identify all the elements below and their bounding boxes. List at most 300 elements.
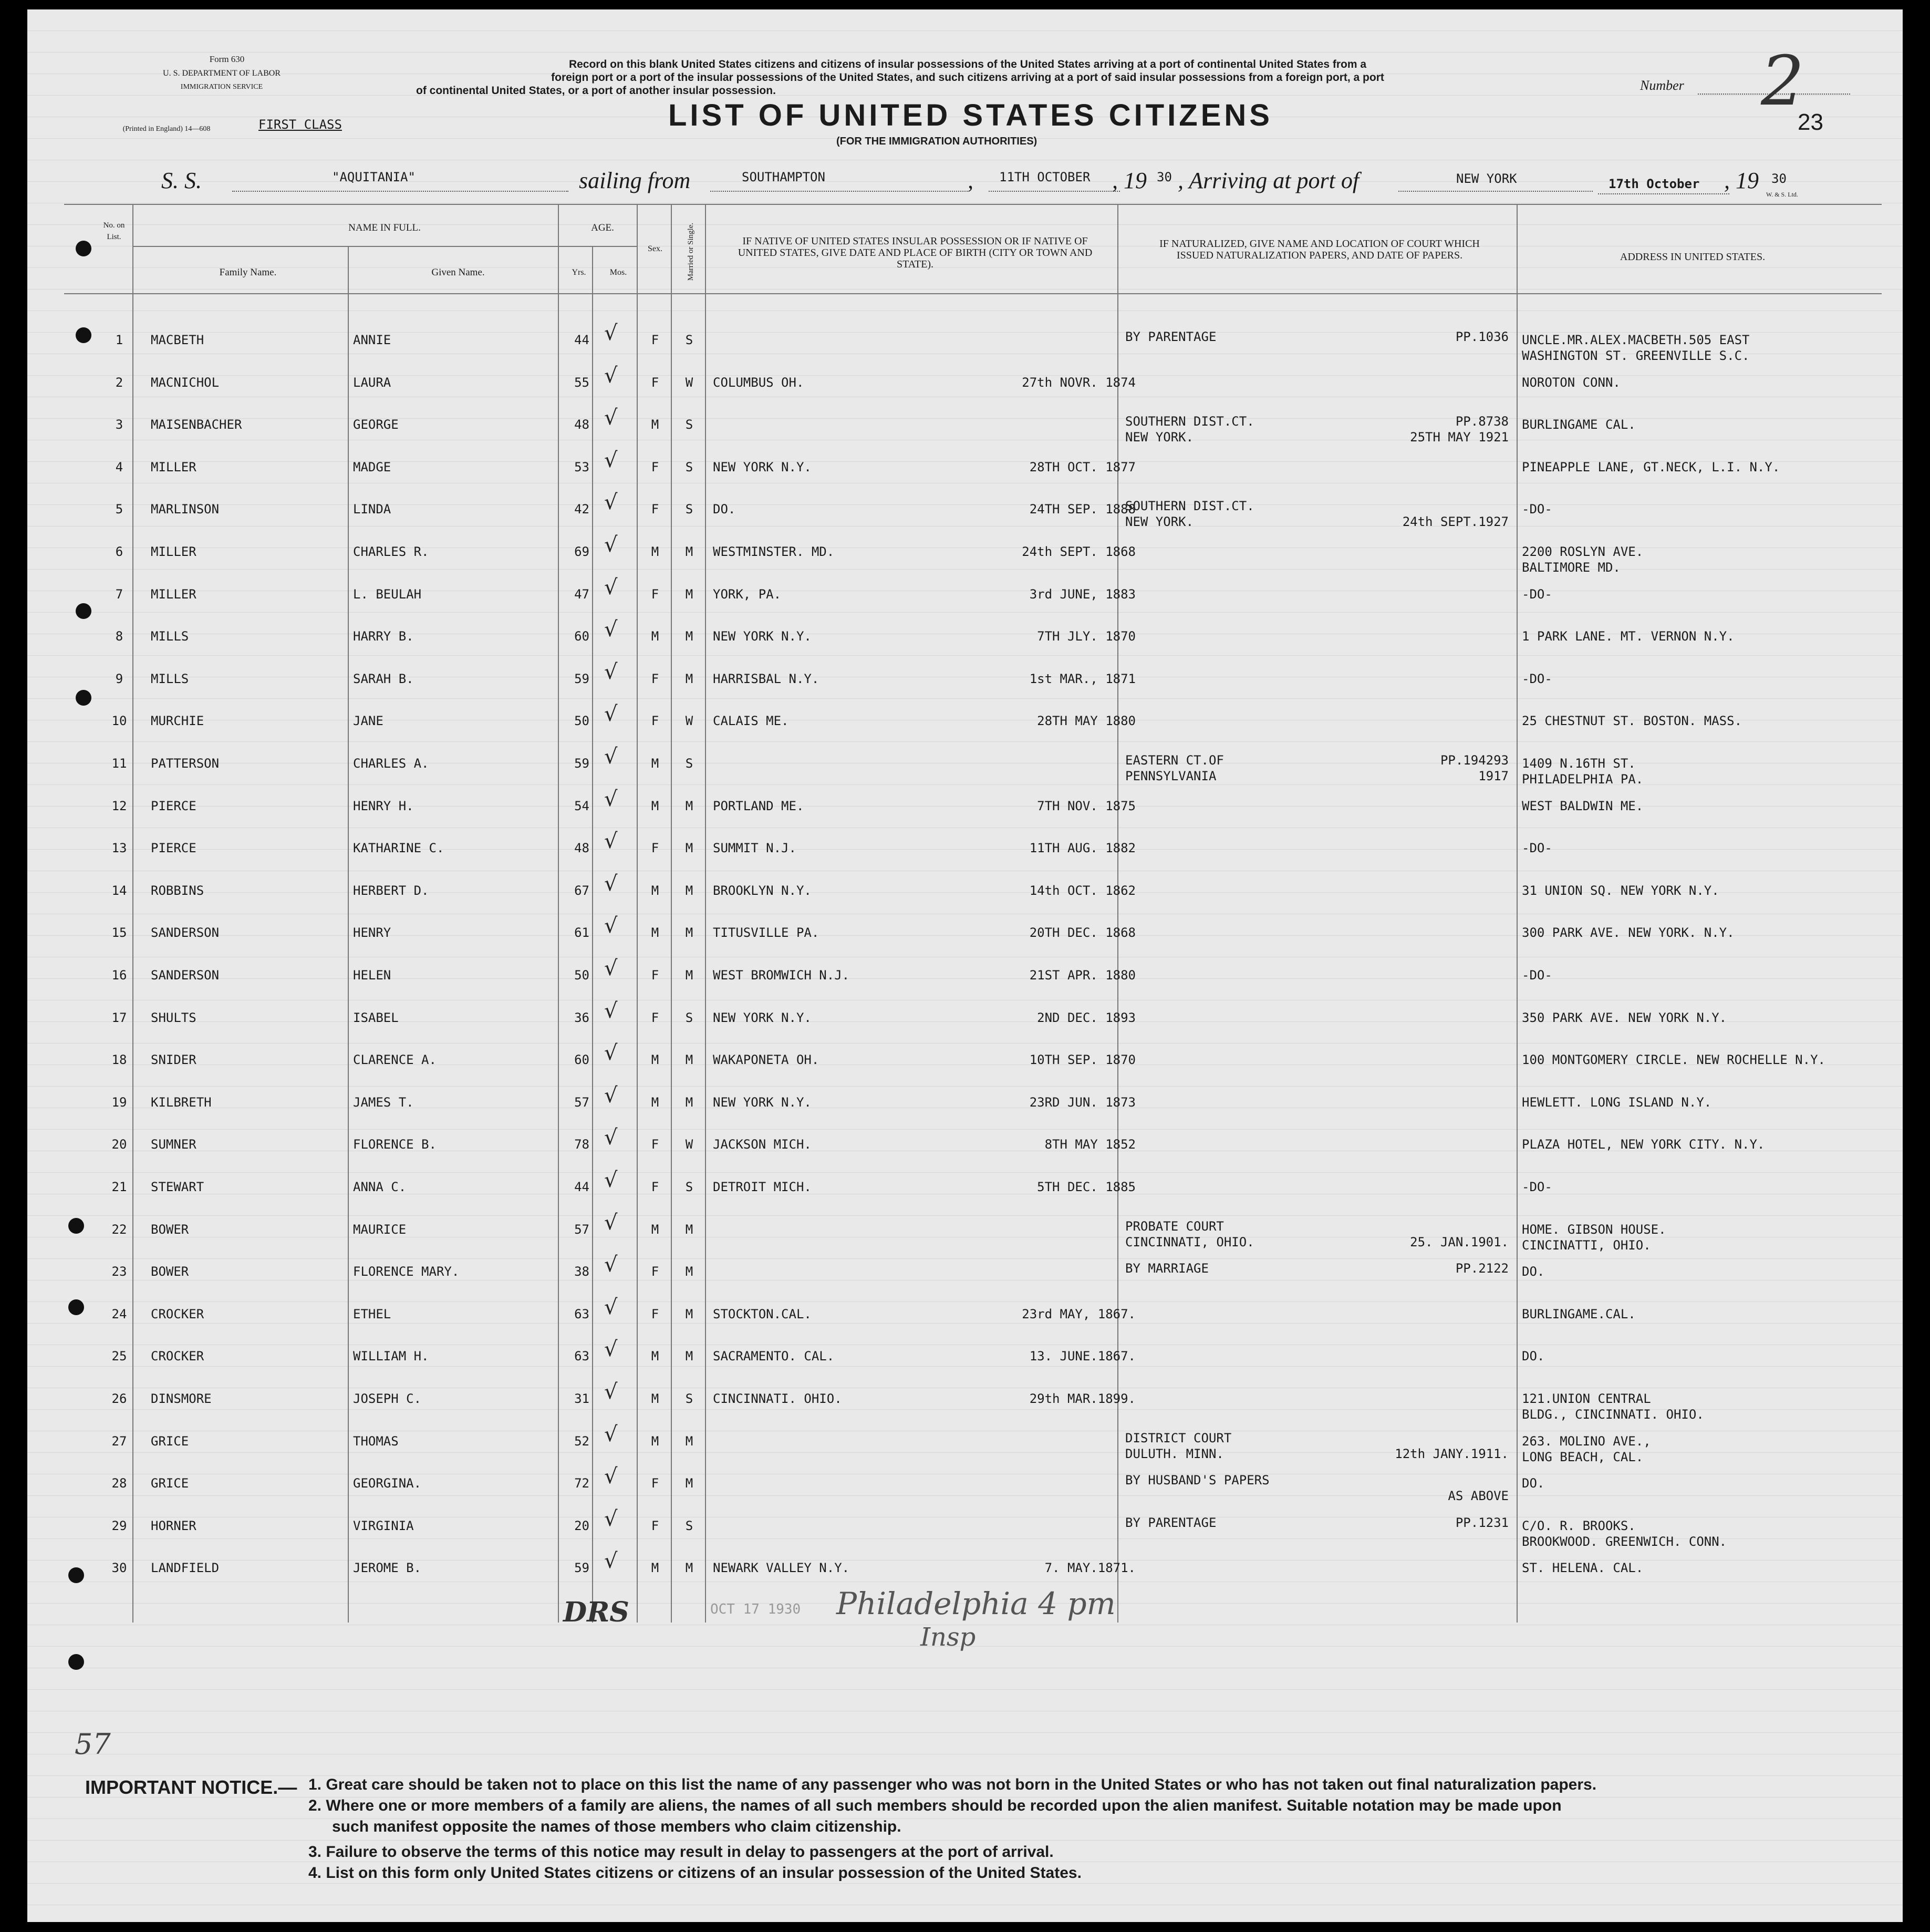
cell-marital-status: M — [685, 968, 693, 983]
checkmark-icon: √ — [604, 575, 618, 600]
checkmark-icon: √ — [604, 1210, 618, 1235]
cell-birth-date: 23rd MAY, 1867. — [1022, 1306, 1136, 1321]
cell-family-name: MILLS — [151, 629, 189, 644]
cell-birth-date: 7TH NOV. 1875 — [1037, 798, 1136, 813]
header-name-in-full: NAME IN FULL. — [348, 222, 421, 233]
cell-birth-place: PORTLAND ME. — [713, 798, 804, 813]
cell-address-line-1: NOROTON CONN. — [1522, 375, 1621, 390]
date-from: 11TH OCTOBER — [999, 170, 1091, 184]
cell-birth-date: 1st MAR., 1871 — [1029, 671, 1136, 686]
cell-birth-date: 11TH AUG. 1882 — [1029, 841, 1136, 856]
cell-no: 15 — [111, 925, 127, 941]
cell-age-years: 44 — [574, 333, 589, 347]
cell-address-line-1: 121.UNION CENTRAL — [1522, 1391, 1651, 1406]
cell-age-years: 57 — [574, 1222, 589, 1237]
cell-given-name: MAURICE — [353, 1222, 407, 1237]
cell-sex: M — [651, 629, 659, 644]
cell-given-name: LAURA — [353, 375, 391, 390]
checkmark-icon: √ — [604, 1506, 618, 1531]
cell-no: 22 — [111, 1222, 127, 1237]
cell-family-name: SANDERSON — [151, 968, 220, 983]
cell-naturalization-date: 24th SEPT.1927 — [1402, 514, 1509, 530]
table-row — [27, 1041, 1903, 1094]
cell-given-name: L. BEULAH — [353, 586, 422, 602]
cell-family-name: LANDFIELD — [151, 1561, 220, 1576]
header-mos: Mos. — [609, 268, 627, 277]
cell-family-name: MILLER — [151, 586, 196, 602]
checkmark-icon: √ — [604, 490, 618, 515]
table-row — [27, 1210, 1903, 1264]
header-married: Married or Single. — [687, 222, 695, 281]
checkmark-icon: √ — [604, 1422, 618, 1447]
cell-given-name: MADGE — [353, 459, 391, 474]
cell-age-years: 59 — [574, 1561, 589, 1576]
cell-address-line-1: HEWLETT. LONG ISLAND N.Y. — [1522, 1094, 1712, 1110]
cell-address-line-1: 31 UNION SQ. NEW YORK N.Y. — [1522, 883, 1719, 898]
cell-birth-date: 20TH DEC. 1868 — [1029, 925, 1136, 941]
cell-address-line-1: DO. — [1522, 1476, 1545, 1491]
cell-marital-status: M — [685, 1349, 693, 1364]
table-row — [27, 490, 1903, 544]
cell-address-line-2: BALTIMORE MD. — [1522, 560, 1621, 575]
cell-address-line-1: 100 MONTGOMERY CIRCLE. NEW ROCHELLE N.Y. — [1522, 1052, 1825, 1068]
cell-sex: M — [651, 883, 659, 898]
checkmark-icon: √ — [604, 1168, 618, 1192]
cell-sex: F — [651, 671, 659, 686]
cell-naturalization-court: BY PARENTAGE — [1125, 329, 1217, 344]
cell-given-name: HERBERT D. — [353, 883, 429, 898]
cell-no: 17 — [111, 1010, 127, 1025]
cell-birth-date: 14th OCT. 1862 — [1029, 883, 1136, 898]
cell-marital-status: M — [685, 544, 693, 559]
cell-family-name: GRICE — [151, 1476, 189, 1491]
cell-address-line-1: -DO- — [1522, 586, 1552, 602]
cell-given-name: ANNIE — [353, 333, 391, 347]
cell-given-name: ISABEL — [353, 1010, 399, 1025]
cell-family-name: SUMNER — [151, 1137, 196, 1152]
date-to-line — [1598, 193, 1729, 194]
cell-age-years: 59 — [574, 671, 589, 686]
cell-naturalization-paper: PP.2122 — [1455, 1261, 1509, 1276]
checkmark-icon: √ — [604, 1125, 618, 1150]
table-row — [27, 448, 1903, 502]
cell-given-name: CHARLES A. — [353, 756, 429, 771]
cell-family-name: MACNICHOL — [151, 375, 220, 390]
table-row — [27, 1380, 1903, 1433]
cell-address-line-1: -DO- — [1522, 502, 1552, 517]
cell-birth-place: STOCKTON.CAL. — [713, 1306, 812, 1321]
cell-birth-place: BROOKLYN N.Y. — [713, 883, 812, 898]
cell-family-name: HORNER — [151, 1518, 196, 1533]
cell-marital-status: S — [685, 1391, 693, 1406]
table-row — [27, 1422, 1903, 1476]
cell-naturalization-date: 25TH MAY 1921 — [1410, 430, 1509, 445]
cell-family-name: SHULTS — [151, 1010, 196, 1025]
table-header-rule — [64, 293, 1882, 294]
cell-naturalization-court: SOUTHERN DIST.CT. — [1125, 414, 1254, 429]
checkmark-icon: √ — [604, 1549, 618, 1574]
table-row — [27, 1506, 1903, 1561]
cell-sex: F — [651, 968, 659, 983]
cell-birth-place: COLUMBUS OH. — [713, 375, 804, 390]
cell-address-line-2: LONG BEACH, CAL. — [1522, 1449, 1644, 1464]
cell-naturalization-location: NEW YORK. — [1125, 514, 1194, 530]
cell-given-name: JOSEPH C. — [353, 1391, 422, 1406]
cell-age-years: 69 — [574, 544, 589, 559]
cell-sex: F — [651, 1476, 659, 1491]
cell-sex: M — [651, 925, 659, 941]
cell-family-name: SANDERSON — [151, 925, 220, 941]
checkmark-icon: √ — [604, 1041, 618, 1066]
cell-sex: M — [651, 1349, 659, 1364]
sep1: , — [968, 168, 973, 193]
checkmark-icon: √ — [604, 448, 618, 472]
cell-sex: M — [651, 1433, 659, 1449]
cell-address-line-1: 25 CHESTNUT ST. BOSTON. MASS. — [1522, 714, 1742, 729]
cell-birth-place: NEW YORK N.Y. — [713, 629, 812, 644]
cell-age-years: 20 — [574, 1518, 589, 1533]
cell-address-line-1: DO. — [1522, 1349, 1545, 1364]
record-instructions: Record on this blank United States citizens and citizens of insular possessions of the United States arriving at a port of continental United States from a foreign port or a port of the insular possessions of the United States, and such citizens arriving at a port of said insular possessions from a foreign port, a port of continental United States, or a port of another insular possession. — [416, 58, 1384, 97]
cell-given-name: GEORGINA. — [353, 1476, 422, 1491]
cell-naturalization-paper: PP.1036 — [1455, 329, 1509, 344]
cell-birth-date: 7. MAY.1871. — [1044, 1561, 1136, 1576]
cell-address-line-1: 1 PARK LANE. MT. VERNON N.Y. — [1522, 629, 1735, 644]
cell-birth-date: 24TH SEP. 1888 — [1029, 502, 1136, 517]
manifest-page — [27, 9, 1903, 1922]
cell-given-name: KATHARINE C. — [353, 841, 444, 856]
class-label: FIRST CLASS — [258, 117, 342, 132]
year-suffix-2: 30 — [1771, 171, 1787, 186]
cell-age-years: 50 — [574, 968, 589, 983]
cell-naturalization-date: 25. JAN.1901. — [1410, 1234, 1509, 1249]
cell-family-name: ROBBINS — [151, 883, 204, 898]
cell-family-name: MARLINSON — [151, 502, 220, 517]
cell-family-name: PATTERSON — [151, 756, 220, 771]
cell-birth-date: 8TH MAY 1852 — [1044, 1137, 1136, 1152]
cell-birth-place: JACKSON MICH. — [713, 1137, 812, 1152]
table-row — [27, 575, 1903, 629]
cell-naturalization-court: PROBATE COURT — [1125, 1218, 1224, 1234]
cell-birth-place: SACRAMENTO. CAL. — [713, 1349, 835, 1364]
cell-birth-date: 7TH JLY. 1870 — [1037, 629, 1136, 644]
cell-address-line-1: BURLINGAME.CAL. — [1522, 1306, 1636, 1321]
table-row — [27, 1295, 1903, 1349]
cell-address-line-1: -DO- — [1522, 968, 1552, 983]
cell-marital-status: M — [685, 629, 693, 644]
header-given: Given Name. — [431, 267, 485, 278]
header-sex: Sex. — [648, 244, 662, 253]
cell-marital-status: M — [685, 883, 693, 898]
department: U. S. DEPARTMENT OF LABOR — [163, 69, 281, 78]
cell-no: 26 — [111, 1391, 127, 1406]
cell-sex: M — [651, 1094, 659, 1110]
checkmark-icon: √ — [604, 1083, 618, 1108]
ship-line — [232, 191, 568, 192]
cell-given-name: HENRY H. — [353, 798, 414, 813]
checkmark-icon: √ — [604, 871, 618, 896]
cell-naturalization-court: BY PARENTAGE — [1125, 1515, 1217, 1530]
checkmark-icon: √ — [604, 1337, 618, 1362]
arriving-label: , Arriving at port of — [1178, 168, 1360, 193]
cell-marital-status: S — [685, 459, 693, 474]
cell-no: 25 — [111, 1349, 127, 1364]
ship-name: "AQUITANIA" — [332, 170, 416, 184]
cell-birth-place: DO. — [713, 502, 736, 517]
cell-marital-status: M — [685, 671, 693, 686]
cell-age-years: 52 — [574, 1433, 589, 1449]
table-row — [27, 1168, 1903, 1222]
page-title: LIST OF UNITED STATES CITIZENS — [668, 98, 1273, 132]
table-row — [27, 1337, 1903, 1391]
cell-birth-place: NEWARK VALLEY N.Y. — [713, 1561, 850, 1576]
name-subheader-rule — [132, 246, 637, 247]
checkmark-icon: √ — [604, 702, 618, 727]
cell-sex: M — [651, 756, 659, 771]
cell-marital-status: W — [685, 1137, 693, 1152]
table-row — [27, 914, 1903, 967]
cell-family-name: KILBRETH — [151, 1094, 212, 1110]
cell-given-name: SARAH B. — [353, 671, 414, 686]
cell-marital-status: M — [685, 841, 693, 856]
number-value: 2 — [1761, 41, 1804, 121]
year-prefix-1: , 19 — [1112, 168, 1147, 193]
cell-birth-place: CALAIS ME. — [713, 714, 789, 729]
checkmark-icon: √ — [604, 787, 618, 811]
margin-note: 57 — [75, 1728, 111, 1761]
cell-birth-date: 21ST APR. 1880 — [1029, 968, 1136, 983]
cell-address-line-1: WEST BALDWIN ME. — [1522, 798, 1644, 813]
checkmark-icon: √ — [604, 1464, 618, 1489]
cell-naturalization-paper: PP.1231 — [1455, 1515, 1509, 1530]
checkmark-icon: √ — [604, 321, 618, 345]
cell-address-line-1: UNCLE.MR.ALEX.MACBETH.505 EAST — [1522, 333, 1750, 347]
cell-birth-place: NEW YORK N.Y. — [713, 459, 812, 474]
cell-birth-date: 13. JUNE.1867. — [1029, 1349, 1136, 1364]
cell-naturalization-paper: PP.8738 — [1455, 414, 1509, 429]
notice-item-3: 3. Failure to observe the terms of this notice may result in delay to passengers at the port of arrival. — [308, 1843, 1054, 1861]
cell-given-name: HARRY B. — [353, 629, 414, 644]
cell-sex: M — [651, 1391, 659, 1406]
table-row — [27, 659, 1903, 714]
cell-sex: M — [651, 544, 659, 559]
cell-no: 23 — [111, 1264, 127, 1279]
cell-given-name: LINDA — [353, 502, 391, 517]
printer-mark: W. & S. Ltd. — [1766, 191, 1798, 198]
date-from-line — [989, 191, 1120, 192]
cell-address-line-1: HOME. GIBSON HOUSE. — [1522, 1222, 1666, 1237]
cell-birth-place: HARRISBAL N.Y. — [713, 671, 819, 686]
cell-age-years: 48 — [574, 841, 589, 856]
cell-marital-status: M — [685, 1222, 693, 1237]
notice-item-4: 4. List on this form only United States citizens or citizens of an insular possession of the United States. — [308, 1864, 1082, 1882]
cell-no: 24 — [111, 1306, 127, 1321]
cell-given-name: CLARENCE A. — [353, 1052, 437, 1068]
cell-no: 3 — [115, 417, 123, 432]
cell-address-line-1: C/O. R. BROOKS. — [1522, 1518, 1636, 1533]
port-to: NEW YORK — [1456, 171, 1517, 186]
cell-family-name: CROCKER — [151, 1306, 204, 1321]
checkmark-icon: √ — [604, 745, 618, 769]
cell-family-name: MILLER — [151, 459, 196, 474]
cell-age-years: 53 — [574, 459, 589, 474]
cell-no: 9 — [115, 671, 123, 686]
checkmark-icon: √ — [604, 914, 618, 938]
cell-address-line-1: 1409 N.16TH ST. — [1522, 756, 1636, 771]
cell-marital-status: W — [685, 375, 693, 390]
cell-address-line-1: PLAZA HOTEL, NEW YORK CITY. N.Y. — [1522, 1137, 1765, 1152]
cell-age-years: 57 — [574, 1094, 589, 1110]
cell-given-name: FLORENCE MARY. — [353, 1264, 460, 1279]
table-top-rule — [64, 204, 1882, 205]
cell-age-years: 55 — [574, 375, 589, 390]
cell-marital-status: M — [685, 798, 693, 813]
cell-marital-status: S — [685, 756, 693, 771]
cell-family-name: MURCHIE — [151, 714, 204, 729]
cell-age-years: 60 — [574, 1052, 589, 1068]
cell-marital-status: W — [685, 714, 693, 729]
cell-no: 6 — [115, 544, 123, 559]
cell-birth-date: 28TH MAY 1880 — [1037, 714, 1136, 729]
cell-family-name: PIERCE — [151, 798, 196, 813]
header-no: No. on List. — [103, 221, 125, 241]
cell-age-years: 72 — [574, 1476, 589, 1491]
cell-address-line-1: ST. HELENA. CAL. — [1522, 1561, 1644, 1576]
cell-birth-place: NEW YORK N.Y. — [713, 1094, 812, 1110]
cell-naturalization-location: PENNSYLVANIA — [1125, 769, 1217, 783]
cell-no: 18 — [111, 1052, 127, 1068]
cell-age-years: 59 — [574, 756, 589, 771]
cell-address-line-1: 2200 ROSLYN AVE. — [1522, 544, 1644, 559]
cell-family-name: CROCKER — [151, 1349, 204, 1364]
cell-birth-place: SUMMIT N.J. — [713, 841, 796, 856]
cell-given-name: HELEN — [353, 968, 391, 983]
year-prefix-2: , 19 — [1724, 168, 1759, 193]
notice-item-2b: such manifest opposite the names of those members who claim citizenship. — [332, 1818, 901, 1835]
cell-address-line-2: WASHINGTON ST. GREENVILLE S.C. — [1522, 348, 1750, 363]
cell-marital-status: M — [685, 1052, 693, 1068]
cell-marital-status: S — [685, 502, 693, 517]
cell-age-years: 67 — [574, 883, 589, 898]
cell-family-name: GRICE — [151, 1433, 189, 1449]
table-row — [27, 1253, 1903, 1306]
cell-no: 28 — [111, 1476, 127, 1491]
year-suffix-1: 30 — [1157, 170, 1172, 184]
cell-no: 29 — [111, 1518, 127, 1533]
cell-given-name: THOMAS — [353, 1433, 399, 1449]
cell-no: 11 — [111, 756, 127, 771]
cell-naturalization-court: SOUTHERN DIST.CT. — [1125, 499, 1254, 514]
cell-age-years: 60 — [574, 629, 589, 644]
checkmark-icon: √ — [604, 533, 618, 557]
cell-naturalization-location: CINCINNATI, OHIO. — [1125, 1234, 1254, 1249]
cell-birth-date: 27th NOVR. 1874 — [1022, 375, 1136, 390]
table-row — [27, 871, 1903, 925]
checkmark-icon: √ — [604, 956, 618, 980]
ss-label: S. S. — [161, 168, 202, 193]
cell-no: 4 — [115, 459, 123, 474]
cell-sex: F — [651, 375, 659, 390]
cell-family-name: MAISENBACHER — [151, 417, 242, 432]
cell-sex: M — [651, 1052, 659, 1068]
checkmark-icon: √ — [604, 406, 618, 430]
table-row — [27, 745, 1903, 798]
cell-address-line-2: BLDG., CINCINNATI. OHIO. — [1522, 1407, 1704, 1422]
cell-no: 21 — [111, 1180, 127, 1194]
cell-sex: F — [651, 586, 659, 602]
cell-naturalization-court: BY MARRIAGE — [1125, 1261, 1209, 1276]
table-row — [27, 321, 1903, 375]
cell-age-years: 78 — [574, 1137, 589, 1152]
cell-sex: F — [651, 1264, 659, 1279]
cell-given-name: FLORENCE B. — [353, 1137, 437, 1152]
sailing-label: sailing from — [579, 168, 691, 193]
cell-age-years: 48 — [574, 417, 589, 432]
cell-address-line-2: CINCINATTI, OHIO. — [1522, 1237, 1651, 1253]
cell-no: 2 — [115, 375, 123, 390]
cell-sex: F — [651, 1518, 659, 1533]
cell-no: 8 — [115, 629, 123, 644]
cell-given-name: VIRGINIA — [353, 1518, 414, 1533]
table-row — [27, 406, 1903, 459]
cell-birth-place: WAKAPONETA OH. — [713, 1052, 819, 1068]
number-label: Number — [1640, 78, 1684, 93]
cell-naturalization-date: 1917 — [1478, 769, 1509, 783]
notice-label: IMPORTANT NOTICE.— — [85, 1776, 297, 1798]
checkmark-icon: √ — [604, 617, 618, 642]
cell-family-name: DINSMORE — [151, 1391, 212, 1406]
checkmark-icon: √ — [604, 363, 618, 388]
cell-birth-date: 2ND DEC. 1893 — [1037, 1010, 1136, 1025]
checkmark-icon: √ — [604, 998, 618, 1023]
cell-address-line-1: 263. MOLINO AVE., — [1522, 1433, 1651, 1449]
cell-family-name: BOWER — [151, 1222, 189, 1237]
header-age: AGE. — [591, 222, 614, 233]
cell-no: 10 — [111, 714, 127, 729]
header-naturalized: IF NATURALIZED, GIVE NAME AND LOCATION OF COURT WHICH ISSUED NATURALIZATION PAPERS, AND DATE OF PAPERS. — [1159, 238, 1480, 261]
cell-marital-status: S — [685, 1180, 693, 1194]
cell-birth-date: 23RD JUN. 1873 — [1029, 1094, 1136, 1110]
cell-given-name: WILLIAM H. — [353, 1349, 429, 1364]
cell-given-name: HENRY — [353, 925, 391, 941]
cell-address-line-1: -DO- — [1522, 841, 1552, 856]
header-yrs: Yrs. — [572, 268, 586, 277]
table-row — [27, 1125, 1903, 1179]
cell-birth-place: CINCINNATI. OHIO. — [713, 1391, 842, 1406]
cell-naturalization-paper: PP.194293 — [1440, 753, 1509, 768]
cell-birth-place: YORK, PA. — [713, 586, 782, 602]
cell-marital-status: S — [685, 1518, 693, 1533]
cell-family-name: STEWART — [151, 1180, 204, 1194]
cell-birth-date: 3rd JUNE, 1883 — [1029, 586, 1136, 602]
cell-sex: F — [651, 1010, 659, 1025]
cell-sex: F — [651, 841, 659, 856]
table-row — [27, 702, 1903, 756]
cell-family-name: MILLER — [151, 544, 196, 559]
cell-family-name: PIERCE — [151, 841, 196, 856]
cell-marital-status: M — [685, 1094, 693, 1110]
cell-marital-status: S — [685, 1010, 693, 1025]
cell-marital-status: M — [685, 1476, 693, 1491]
cell-family-name: MILLS — [151, 671, 189, 686]
cell-address-line-1: -DO- — [1522, 1180, 1552, 1194]
cell-age-years: 61 — [574, 925, 589, 941]
service: IMMIGRATION SERVICE — [180, 83, 263, 91]
cell-address-line-1: 300 PARK AVE. NEW YORK. N.Y. — [1522, 925, 1735, 941]
cell-address-line-1: PINEAPPLE LANE, GT.NECK, L.I. N.Y. — [1522, 459, 1780, 474]
table-row — [27, 1083, 1903, 1137]
cell-family-name: MACBETH — [151, 333, 204, 347]
